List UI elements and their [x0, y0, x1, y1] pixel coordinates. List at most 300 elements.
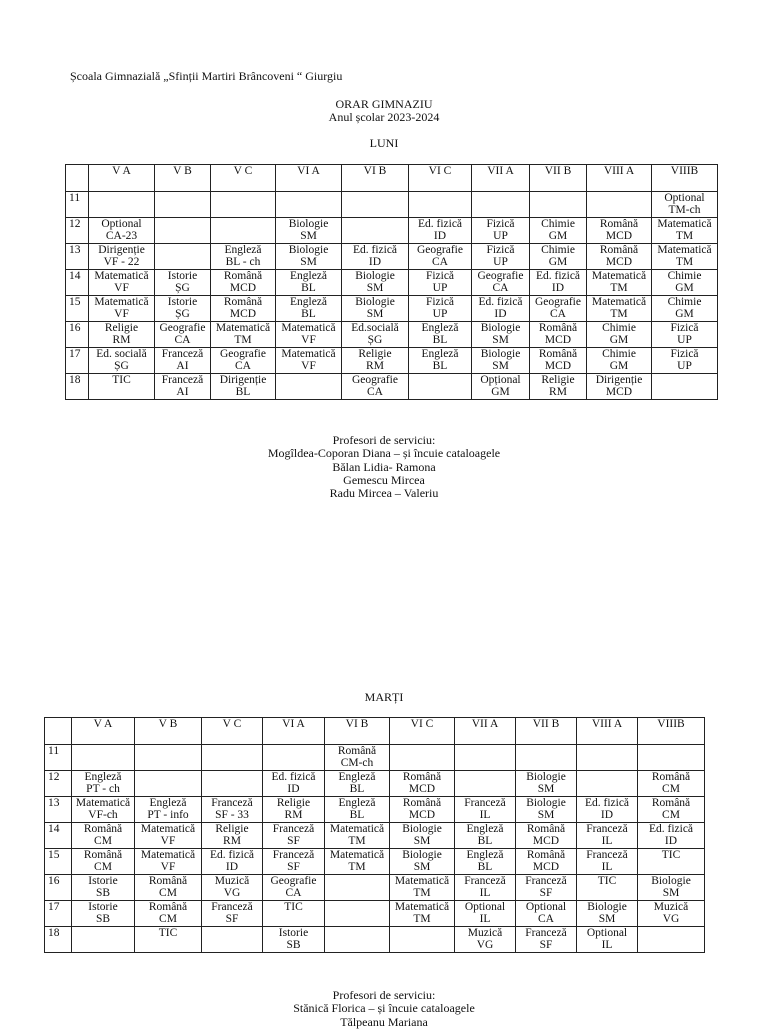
teacher-code: BL: [432, 334, 448, 346]
table-row: [45, 771, 705, 797]
schedule-cell: [530, 270, 587, 296]
schedule-cell: [652, 374, 718, 400]
subject-label: Chimie: [602, 348, 636, 360]
schedule-cell: [472, 218, 530, 244]
teacher-code: MCD: [532, 861, 560, 873]
teacher-code: UP: [677, 334, 692, 346]
teacher-code: ID: [433, 230, 447, 242]
staff-block-marti: [0, 989, 768, 1029]
subject-label: TIC: [597, 875, 617, 887]
subject-label: TIC: [284, 901, 303, 913]
teacher-code: RM: [112, 334, 131, 346]
schedule-cell: [263, 927, 325, 953]
subject-label: Română: [337, 745, 377, 757]
schedule-cell: [587, 374, 652, 400]
subject-label: Muzică: [653, 901, 689, 913]
table-row: [66, 296, 718, 322]
class-header: VI C: [409, 165, 472, 192]
schedule-cell: [455, 745, 516, 771]
schedule-cell: [89, 322, 155, 348]
teacher-code: BL: [477, 861, 493, 873]
schedule-cell: [652, 270, 718, 296]
teacher-code: SM: [492, 334, 509, 346]
table-row: [66, 322, 718, 348]
subject-label: Matematică: [281, 322, 336, 334]
subject-label: Istorie: [88, 875, 118, 887]
teacher-code: GM: [548, 256, 568, 268]
schedule-cell: [390, 797, 455, 823]
subject-label: Matematică: [394, 901, 450, 913]
teacher-code: CA: [285, 887, 302, 899]
teacher-code: ID: [287, 783, 300, 795]
subject-label: Română: [402, 771, 442, 783]
schedule-cell: [638, 771, 705, 797]
schedule-cell: [211, 244, 276, 270]
subject-label: Matematică: [94, 270, 149, 282]
subject-label: Fizică: [486, 244, 515, 256]
teacher-code: VF: [114, 308, 129, 320]
schedule-cell: [202, 745, 263, 771]
teacher-code: MCD: [532, 835, 560, 847]
schedule-cell: [409, 244, 472, 270]
hour-cell: 12: [66, 218, 89, 244]
class-header: VI A: [263, 718, 325, 745]
teacher-code: SM: [413, 861, 431, 873]
subject-label: Matematică: [657, 218, 712, 230]
teacher-code: CA: [174, 334, 191, 346]
teacher-code: MCD: [408, 809, 436, 821]
subject-label: Franceză: [525, 875, 567, 887]
teacher-code: VF: [114, 282, 129, 294]
schedule-cell: [135, 927, 202, 953]
schedule-cell: [587, 218, 652, 244]
schedule-cell: [276, 374, 342, 400]
subject-label: Matematică: [329, 849, 385, 861]
schedule-cell: [472, 192, 530, 218]
subject-label: Matematică: [75, 797, 131, 809]
subject-label: Geografie: [477, 270, 524, 282]
schedule-cell: [390, 849, 455, 875]
teacher-code: ID: [600, 809, 614, 821]
hour-cell: 18: [45, 927, 72, 953]
schedule-cell: [211, 270, 276, 296]
hour-cell: 14: [45, 823, 72, 849]
teacher-code: CA: [367, 386, 383, 398]
schedule-cell: [325, 797, 390, 823]
subject-label: Engleză: [149, 797, 187, 809]
subject-label: Română: [83, 849, 123, 861]
schedule-cell: [652, 296, 718, 322]
schedule-cell: [155, 244, 211, 270]
subject-label: Chimie: [602, 322, 636, 334]
class-header: VI B: [342, 165, 409, 192]
subject-label: Engleză: [338, 771, 376, 783]
class-header: VI B: [325, 718, 390, 745]
schedule-cell: [577, 901, 638, 927]
schedule-cell: [472, 270, 530, 296]
teacher-code: SF: [539, 887, 553, 899]
schedule-cell: [202, 849, 263, 875]
schedule-cell: [638, 823, 705, 849]
class-header: VII A: [455, 718, 516, 745]
schedule-cell: [638, 927, 705, 953]
schedule-cell: [342, 348, 409, 374]
subject-label: Română: [83, 823, 123, 835]
table-row: [45, 849, 705, 875]
subject-label: Religie: [358, 348, 392, 360]
schedule-cell: [89, 218, 155, 244]
teacher-code: VG: [223, 887, 241, 899]
schedule-cell: [276, 192, 342, 218]
subject-label: Geografie: [417, 244, 463, 256]
subject-label: Engleză: [289, 296, 328, 308]
schedule-cell: [652, 192, 718, 218]
staff-member: Tălpeanu Mariana: [340, 1014, 428, 1029]
subject-label: Engleză: [466, 823, 504, 835]
subject-label: Fizică: [670, 348, 699, 360]
schedule-cell: [516, 875, 577, 901]
schedule-cell: [652, 348, 718, 374]
teacher-code: TM: [413, 887, 431, 899]
subject-label: Chimie: [667, 296, 702, 308]
subject-label: Matematică: [94, 296, 149, 308]
schedule-cell: [587, 270, 652, 296]
teacher-code: CM-ch: [340, 757, 374, 769]
schedule-cell: [409, 322, 472, 348]
teacher-code: GM: [675, 282, 694, 294]
teacher-code: UP: [493, 256, 508, 268]
schedule-cell: [263, 745, 325, 771]
subject-label: Ed. fizică: [584, 797, 630, 809]
schedule-cell: [409, 192, 472, 218]
teacher-code: UP: [677, 360, 692, 372]
schedule-cell: [72, 797, 135, 823]
teacher-code: GM: [491, 386, 510, 398]
teacher-code: UP: [432, 282, 448, 294]
subject-label: Matematică: [140, 849, 196, 861]
schedule-cell: [342, 270, 409, 296]
teacher-code: SF: [225, 913, 239, 925]
schedule-cell: [652, 218, 718, 244]
schedule-cell: [325, 745, 390, 771]
hour-cell: 11: [45, 745, 72, 771]
subject-label: Română: [402, 797, 442, 809]
schedule-cell: [516, 901, 577, 927]
schedule-cell: [342, 322, 409, 348]
schedule-cell: [455, 771, 516, 797]
hour-cell: 16: [45, 875, 72, 901]
schedule-cell: [577, 875, 638, 901]
schedule-cell: [135, 745, 202, 771]
teacher-code: TM: [675, 256, 694, 268]
class-header: VIII A: [577, 718, 638, 745]
teacher-code: SF: [287, 835, 300, 847]
document-title: ORAR GIMNAZIU: [335, 97, 433, 111]
teacher-code: AI: [176, 360, 189, 372]
class-header: VIIIB: [652, 165, 718, 192]
teacher-code: MCD: [605, 256, 633, 268]
schedule-cell: [472, 348, 530, 374]
subject-label: Matematică: [394, 875, 450, 887]
teacher-code: ID: [225, 861, 239, 873]
schedule-cell: [390, 771, 455, 797]
teacher-code: SM: [537, 783, 555, 795]
table-row: [45, 797, 705, 823]
subject-label: Fizică: [670, 322, 699, 334]
subject-label: Optional: [464, 901, 506, 913]
subject-label: Chimie: [667, 270, 702, 282]
teacher-code: IL: [601, 835, 613, 847]
subject-label: Ed. socială: [96, 348, 147, 360]
teacher-code: CA: [538, 913, 554, 925]
schedule-cell: [530, 296, 587, 322]
subject-label: Geografie: [270, 875, 317, 887]
subject-label: Română: [599, 218, 639, 230]
subject-label: Opțional: [480, 374, 521, 386]
subject-label: Franceză: [525, 927, 567, 939]
subject-label: Optional: [101, 218, 142, 230]
subject-label: Franceză: [211, 901, 253, 913]
schedule-cell: [577, 927, 638, 953]
subject-label: Engleză: [338, 797, 376, 809]
schedule-cell: [72, 771, 135, 797]
table-row: [66, 348, 718, 374]
subject-label: Ed. fizică: [648, 823, 694, 835]
schedule-cell: [577, 771, 638, 797]
subject-label: Matematică: [140, 823, 196, 835]
subject-label: Matematică: [591, 270, 647, 282]
schedule-cell: [72, 927, 135, 953]
schedule-cell: [263, 875, 325, 901]
teacher-code: BL: [432, 360, 448, 372]
class-header: VII B: [516, 718, 577, 745]
schedule-cell: [455, 927, 516, 953]
schedule-cell: [530, 374, 587, 400]
subject-label: Optional: [586, 927, 628, 939]
schedule-cell: [342, 244, 409, 270]
schedule-cell: [155, 270, 211, 296]
teacher-code: PT - ch: [86, 783, 120, 795]
schedule-cell: [577, 745, 638, 771]
class-header: V C: [202, 718, 263, 745]
schedule-cell: [325, 849, 390, 875]
subject-label: Franceză: [272, 849, 315, 861]
subject-label: Română: [651, 797, 691, 809]
subject-label: Istorie: [167, 270, 198, 282]
subject-label: Română: [538, 348, 578, 360]
schedule-cell: [516, 823, 577, 849]
teacher-code: BL: [349, 783, 365, 795]
subject-label: Franceză: [272, 823, 315, 835]
schedule-cell: [342, 192, 409, 218]
school-year: Anul școlar 2023-2024: [328, 110, 440, 124]
teacher-code: SM: [537, 809, 555, 821]
teacher-code: CM: [94, 861, 112, 873]
subject-label: Română: [148, 901, 188, 913]
schedule-cell: [211, 322, 276, 348]
teacher-code: TM-ch: [668, 204, 701, 216]
subject-label: Biologie: [526, 771, 566, 783]
class-header: VII A: [472, 165, 530, 192]
subject-label: TIC: [158, 927, 178, 939]
schedule-cell: [472, 244, 530, 270]
schedule-cell: [455, 823, 516, 849]
class-header: VIII A: [587, 165, 652, 192]
header-corner: [66, 165, 89, 192]
schedule-cell: [516, 797, 577, 823]
teacher-code: BL: [477, 835, 493, 847]
subject-label: Religie: [541, 374, 575, 386]
schedule-cell: [577, 849, 638, 875]
schedule-cell: [390, 823, 455, 849]
subject-label: Ed. fizică: [478, 296, 523, 308]
teacher-code: IL: [479, 913, 491, 925]
teacher-code: SF: [539, 939, 553, 951]
subject-label: Muzică: [214, 875, 250, 887]
subject-label: Română: [599, 244, 639, 256]
schedule-cell: [472, 374, 530, 400]
teacher-code: CM: [662, 809, 680, 821]
subject-label: TIC: [112, 374, 131, 386]
schedule-cell: [530, 218, 587, 244]
schedule-cell: [89, 374, 155, 400]
subject-label: Muzică: [467, 927, 503, 939]
schedule-cell: [135, 849, 202, 875]
schedule-cell: [530, 322, 587, 348]
teacher-code: CA: [235, 360, 251, 372]
teacher-code: GM: [548, 230, 568, 242]
teacher-code: RM: [223, 835, 241, 847]
subject-label: Engleză: [466, 849, 504, 861]
header-corner: [45, 718, 72, 745]
subject-label: Ed. fizică: [417, 218, 463, 230]
schedule-cell: [577, 823, 638, 849]
schedule-cell: [409, 270, 472, 296]
teacher-code: TM: [610, 282, 628, 294]
teacher-code: TM: [610, 308, 628, 320]
hour-cell: 13: [45, 797, 72, 823]
table-row: [45, 901, 705, 927]
teacher-code: ȘG: [175, 308, 190, 320]
schedule-cell: [211, 192, 276, 218]
teacher-code: SM: [366, 282, 384, 294]
teacher-code: MCD: [408, 783, 436, 795]
subject-label: Franceză: [211, 797, 253, 809]
schedule-cell: [155, 322, 211, 348]
teacher-code: RM: [549, 386, 567, 398]
subject-label: Biologie: [355, 270, 395, 282]
schedule-cell: [155, 218, 211, 244]
schedule-cell: [263, 849, 325, 875]
schedule-cell: [263, 901, 325, 927]
subject-label: Fizică: [425, 270, 455, 282]
subject-label: Religie: [104, 322, 139, 334]
staff-title: Profesori de serviciu:: [332, 433, 436, 447]
schedule-cell: [455, 901, 516, 927]
schedule-cell: [409, 348, 472, 374]
teacher-code: GM: [675, 308, 694, 320]
schedule-cell: [135, 797, 202, 823]
subject-label: Chimie: [541, 244, 575, 256]
subject-label: Dirigenție: [98, 244, 145, 256]
subject-label: Ed. fizică: [209, 849, 255, 861]
subject-label: Română: [223, 270, 263, 282]
class-header: VI A: [276, 165, 342, 192]
subject-label: Istorie: [88, 901, 118, 913]
subject-label: Geografie: [220, 348, 266, 360]
staff-title: Profesori de serviciu:: [332, 988, 436, 1002]
subject-label: Matematică: [329, 823, 385, 835]
teacher-code: AI: [176, 386, 189, 398]
schedule-cell: [135, 771, 202, 797]
teacher-code: MCD: [544, 334, 572, 346]
teacher-code: ȘG: [175, 282, 190, 294]
subject-label: Română: [526, 849, 566, 861]
schedule-cell: [135, 901, 202, 927]
class-header: VI C: [390, 718, 455, 745]
hour-cell: 18: [66, 374, 89, 400]
schedule-cell: [455, 797, 516, 823]
teacher-code: BL: [301, 282, 316, 294]
hour-cell: 13: [66, 244, 89, 270]
schedule-cell: [587, 192, 652, 218]
subject-label: Franceză: [161, 374, 204, 386]
table-row: [66, 192, 718, 218]
schedule-cell: [342, 296, 409, 322]
table-row: [45, 745, 705, 771]
teacher-code: SB: [286, 939, 301, 951]
teacher-code: SM: [598, 913, 616, 925]
subject-label: Română: [651, 771, 691, 783]
teacher-code: SM: [366, 308, 384, 320]
teacher-code: TM: [675, 230, 694, 242]
class-header: VIIIB: [638, 718, 705, 745]
schedule-cell: [211, 218, 276, 244]
hour-cell: 17: [66, 348, 89, 374]
schedule-cell: [325, 901, 390, 927]
teacher-code: IL: [479, 809, 491, 821]
teacher-code: TM: [234, 334, 252, 346]
teacher-code: BL: [349, 809, 365, 821]
teacher-code: VF: [301, 334, 316, 346]
schedule-cell: [472, 322, 530, 348]
schedule-cell: [72, 901, 135, 927]
schedule-cell: [638, 797, 705, 823]
subject-label: Matematică: [591, 296, 647, 308]
subject-label: Franceză: [464, 797, 506, 809]
schedule-cell: [155, 348, 211, 374]
subject-label: Ed. fizică: [352, 244, 398, 256]
table-row: [66, 374, 718, 400]
teacher-code: SM: [492, 360, 509, 372]
teacher-code: CA-23: [105, 230, 138, 242]
hour-cell: 12: [45, 771, 72, 797]
schedule-cell: [72, 823, 135, 849]
schedule-cell: [276, 296, 342, 322]
subject-label: Ed.socială: [351, 322, 399, 334]
teacher-code: RM: [366, 360, 384, 372]
schedule-cell: [409, 296, 472, 322]
staff-member: Gemescu Mircea: [343, 472, 425, 487]
teacher-code: BL - ch: [225, 256, 261, 268]
schedule-cell: [155, 192, 211, 218]
hour-cell: 11: [66, 192, 89, 218]
subject-label: Franceză: [586, 849, 628, 861]
subject-label: Religie: [215, 823, 249, 835]
subject-label: Biologie: [587, 901, 627, 913]
schedule-cell: [455, 849, 516, 875]
subject-label: Dirigenție: [219, 374, 267, 386]
